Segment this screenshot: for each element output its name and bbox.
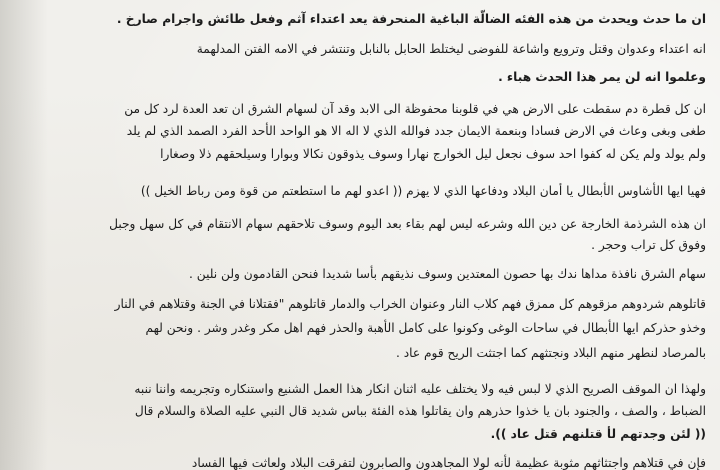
text-line-15: الضباط ، والصف ، والجنود بان يا خذوا حذرهم وان يقاتلوا هذه الفئة بباس شديد قال النبي عليه الصلاة والسلام قال xyxy=(134,404,706,418)
text-line-3: وعلموا انه لن يمر هذا الحدث هباء . xyxy=(498,70,706,84)
text-line-5: طغى وبغى وعاث في الارض فسادا وبنعمة الايمان جدد فوالله الذي لا اله الا هو الواحد الأحد الفرد الصمد الذي لم يلد xyxy=(126,124,706,138)
text-line-8: ان هذه الشرذمة الخارجة عن دين الله وشرعه ليس لهم بقاء بعد اليوم وسوف تلاحقهم سهام الانتقام في كل سهل وجبل xyxy=(109,217,706,231)
text-line-12: وخذو حذركم ايها الأبطال في ساحات الوغى وكونوا على كامل الأهبة والحذر فهم اهل مكر وغدر وشر . ونحن لهم xyxy=(145,321,706,335)
text-line-11: قاتلوهم شردوهم مزقوهم كل ممزق فهم كلاب النار وعنوان الخراب والدمار قاتلوهم "فقتلانا في الجنة وقتلاهم في النار xyxy=(114,297,706,311)
text-line-14: ولهذا ان الموقف الصريح الذي لا لبس فيه ولا يختلف عليه اثنان انكار هذا العمل الشنيع واستنكاره وتجريمه واننا ننبه xyxy=(134,382,706,396)
text-line-17: فإن في قتلاهم واجتثاثهم مثوبة عظيمة لأنه لولا المجاهدون والصابرون لتفرقت البلاد ولعاثت فيها الفساد xyxy=(191,456,706,470)
text-line-16: (( لئن وجدتهم لأ قتلنهم قتل عاد )). xyxy=(490,427,706,441)
scan-shadow xyxy=(0,0,48,470)
text-line-2: انه اعتداء وعدوان وقتل وترويع واشاعة للفوضى ليختلط الحابل بالنابل وتنتشر في الامه الفتن المدلهمة xyxy=(196,42,706,56)
text-line-9: وفوق كل تراب وحجر . xyxy=(591,238,706,252)
text-line-4: ان كل قطرة دم سقطت على الارض هي في قلوبنا محفوظة الى الابد وقد آن لسهام الشرق ان تعد العدة لرد كل من xyxy=(124,102,706,116)
text-line-13: بالمرصاد لنطهر منهم البلاد ونجتثهم كما اجتثت الريح قوم عاد . xyxy=(395,346,706,360)
text-line-6: ولم يولد ولم يكن له كفوا احد سوف نجعل ليل الخوارج نهارا وسوف يذوقون نكالا وبوارا وسيلحقهم ذلا وصغارا xyxy=(160,147,706,161)
text-line-10: سهام الشرق نافذة مداها ندك بها حصون المعتدين وسوف نذيقهم بأسا شديدا فنحن القادمون ولن نلين . xyxy=(189,267,706,281)
text-line-1: ان ما حدث ويحدث من هذه الفئه الضالّة الباغية المنحرفة يعد اعتداء آثم وفعل طائش واجرام صارخ . xyxy=(116,12,706,26)
text-line-7: فهيا ايها الأشاوس الأبطال يا أمان البلاد ودفاعها الذي لا يهزم (( اعدو لهم ما استطعتم من قوة ومن رباط الخيل )) xyxy=(140,184,706,198)
